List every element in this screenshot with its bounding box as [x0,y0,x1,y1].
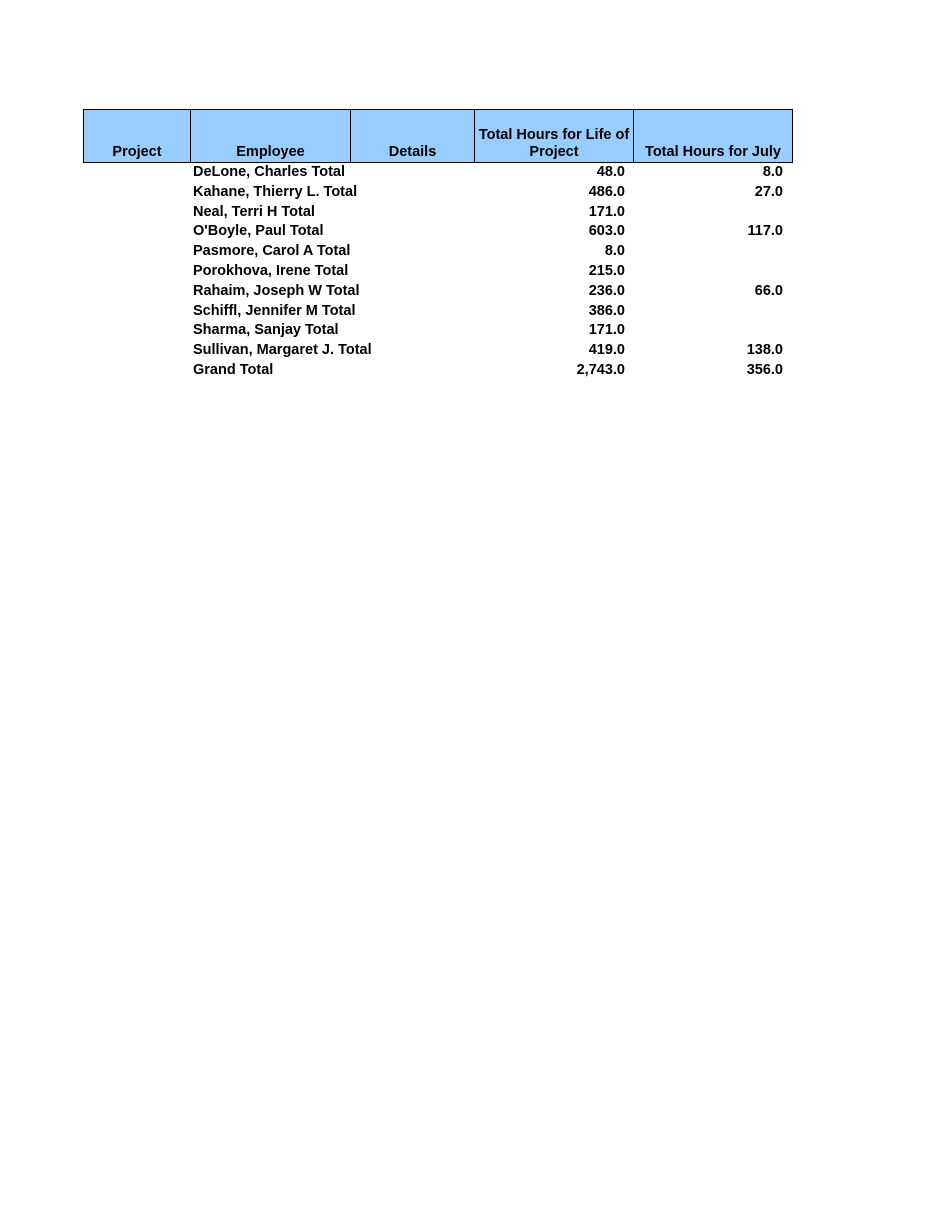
table-body [83,163,793,381]
life-hours-cell: 386.0 [588,302,625,319]
life-hours-cell: 171.0 [588,203,625,220]
employee-cell: Sharma, Sanjay Total [193,322,339,339]
july-hours-cell [633,242,791,262]
details-cell [350,163,474,183]
life-hours-cell: 236.0 [588,282,625,299]
column-header-project: Project [84,110,191,162]
table-row [83,302,793,322]
details-cell [350,361,474,381]
july-hours-cell: 117.0 [747,223,783,240]
life-hours-cell: 171.0 [588,322,625,339]
life-hours-cell: 486.0 [588,183,625,200]
table-header [83,109,793,163]
details-cell [350,262,474,282]
column-header-employee: Employee [191,110,351,162]
project-cell [83,282,190,302]
table-row [83,341,793,361]
employee-cell: Porokhova, Irene Total [193,262,349,279]
column-header-details: Details [351,110,475,162]
life-hours-cell: 215.0 [588,262,625,279]
details-cell [350,321,474,341]
employee-cell: O'Boyle, Paul Total [193,223,324,240]
life-hours-cell: 603.0 [588,223,625,240]
employee-cell: Rahaim, Joseph W Total [193,282,360,299]
details-cell [350,183,474,203]
grand-total-july-hours: 356.0 [746,361,783,378]
life-hours-cell: 8.0 [604,243,625,260]
project-cell [83,341,190,361]
july-hours-cell: 66.0 [754,282,783,299]
details-cell [350,203,474,223]
july-hours-cell [633,262,791,282]
july-hours-cell: 138.0 [746,342,783,359]
table-row [83,222,793,242]
table-row [83,321,793,341]
project-cell [83,302,190,322]
table-row [83,282,793,302]
employee-cell: Schiffl, Jennifer M Total [193,302,356,319]
grand-total-life-hours: 2,743.0 [576,361,625,378]
details-cell [350,282,474,302]
table-row [83,163,793,183]
details-cell [350,302,474,322]
hours-report-table [83,109,793,381]
employee-cell: Kahane, Thierry L. Total [193,183,358,200]
project-cell [83,183,190,203]
column-header-total-hours-july: Total Hours for July [645,144,781,160]
project-cell [83,222,190,242]
table-row [83,203,793,223]
grand-total-row [83,361,793,381]
life-hours-cell: 48.0 [596,164,625,180]
project-cell [83,361,190,381]
project-cell [83,163,190,183]
july-hours-cell [633,302,791,322]
july-hours-cell [633,203,791,223]
july-hours-cell [633,321,791,341]
details-cell [350,222,474,242]
july-hours-cell: 8.0 [762,164,783,180]
employee-cell: Sullivan, Margaret J. Total [193,342,372,359]
table-row [83,242,793,262]
table-row [83,262,793,282]
column-header-total-hours-life: Total Hours for Life of Project [475,110,634,162]
project-cell [83,321,190,341]
life-hours-cell: 419.0 [588,342,625,359]
project-cell [83,203,190,223]
project-cell [83,242,190,262]
employee-cell: DeLone, Charles Total [193,164,346,180]
project-cell [83,262,190,282]
table-row [83,183,793,203]
employee-cell: Pasmore, Carol A Total [193,243,351,260]
details-cell [350,242,474,262]
employee-cell: Neal, Terri H Total [193,203,315,220]
july-hours-cell: 27.0 [754,183,783,200]
grand-total-label: Grand Total [193,361,274,378]
details-cell [350,341,474,361]
